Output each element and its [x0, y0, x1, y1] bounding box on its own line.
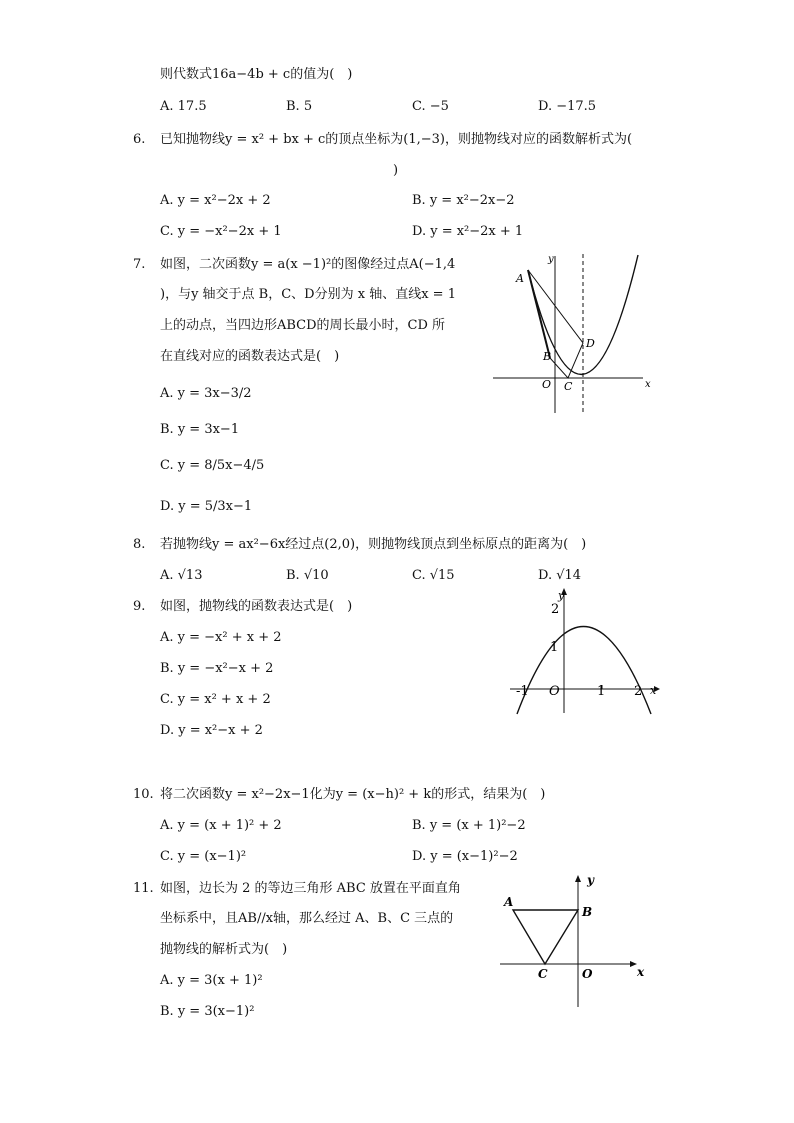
q11-option-a[interactable]: A. y = 3(x + 1)²: [160, 973, 263, 988]
q7-figure: [488, 250, 658, 418]
q6-option-b[interactable]: B. y = x²−2x−2: [412, 193, 515, 208]
q11-label-b: B: [582, 905, 593, 919]
q7-label-x: x: [645, 379, 651, 390]
q11-figure: [498, 870, 658, 1010]
q7-label-b: B: [543, 350, 552, 363]
q7-number: 7.: [133, 257, 146, 272]
q9-option-c[interactable]: C. y = x² + x + 2: [160, 692, 271, 707]
q11-label-x: x: [637, 965, 645, 979]
q8-number: 8.: [133, 537, 146, 552]
q7-label-o: O: [542, 378, 552, 391]
q7-line-2: )，与y 轴交于点 B，C、D分别为 x 轴、直线x = 1: [160, 287, 456, 302]
q11-triangle: [513, 910, 578, 964]
q7-label-y: y: [548, 254, 554, 265]
q11-y-arrow: [575, 875, 581, 882]
q6-option-d[interactable]: D. y = x²−2x + 1: [412, 224, 524, 239]
q9-number: 9.: [133, 599, 146, 614]
q5-option-d[interactable]: D. −17.5: [538, 99, 597, 114]
q8-option-c[interactable]: C. √15: [412, 568, 455, 583]
q7-option-d[interactable]: D. y = 5/3x−1: [160, 499, 253, 514]
q7-label-c: C: [564, 380, 573, 393]
q9-label-1y: 1: [550, 640, 559, 655]
q5-option-a[interactable]: A. 17.5: [160, 99, 207, 114]
q6-number: 6.: [133, 132, 146, 147]
q7-side-ab: [528, 270, 550, 358]
q11-option-b[interactable]: B. y = 3(x−1)²: [160, 1004, 255, 1019]
q11-label-a: A: [504, 895, 514, 909]
q6-option-c[interactable]: C. y = −x²−2x + 1: [160, 224, 282, 239]
q8-option-b[interactable]: B. √10: [286, 568, 329, 583]
q7-option-c[interactable]: C. y = 8/5x−4/5: [160, 458, 265, 473]
q7-option-b[interactable]: B. y = 3x−1: [160, 422, 240, 437]
q7-label-d: D: [586, 337, 595, 350]
q9-label-o: O: [549, 684, 560, 699]
q5-stem: 则代数式16a−4b + c的值为( ): [160, 67, 353, 82]
q11-line-3: 抛物线的解析式为( ): [160, 942, 288, 957]
q10-option-a[interactable]: A. y = (x + 1)² + 2: [160, 818, 282, 833]
q8-option-d[interactable]: D. √14: [538, 568, 582, 583]
q9-label-2x: 2: [634, 684, 643, 699]
q10-option-d[interactable]: D. y = (x−1)²−2: [412, 849, 518, 864]
q5-option-b[interactable]: B. 5: [286, 99, 313, 114]
q11-x-arrow: [630, 961, 637, 967]
q9-label-x: x: [650, 684, 657, 697]
q6-stem: 已知抛物线y = x² + bx + c的顶点坐标为(1,−3)，则抛物线对应的函数解析式为(: [160, 132, 633, 147]
q9-parabola: [517, 627, 651, 715]
q10-option-b[interactable]: B. y = (x + 1)²−2: [412, 818, 526, 833]
q9-figure: [508, 585, 663, 715]
q7-line-3: 上的动点，当四边形ABCD的周长最小时，CD 所: [160, 318, 446, 333]
q9-label-2y: 2: [551, 602, 560, 617]
q8-stem: 若抛物线y = ax²−6x经过点(2,0)，则抛物线顶点到坐标原点的距离为( ): [160, 537, 587, 552]
q11-line-2: 坐标系中，且AB//x轴，那么经过 A、B、C 三点的: [160, 911, 454, 926]
q11-line-1: 如图，边长为 2 的等边三角形 ABC 放置在平面直角: [160, 881, 461, 896]
q7-option-a[interactable]: A. y = 3x−3/2: [160, 386, 252, 401]
q9-option-d[interactable]: D. y = x²−x + 2: [160, 723, 263, 738]
q9-option-a[interactable]: A. y = −x² + x + 2: [160, 630, 282, 645]
q9-label-y: y: [558, 589, 565, 602]
q5-option-c[interactable]: C. −5: [412, 99, 449, 114]
q6-option-a[interactable]: A. y = x²−2x + 2: [160, 193, 271, 208]
q11-number: 11.: [133, 881, 154, 896]
q10-option-c[interactable]: C. y = (x−1)²: [160, 849, 247, 864]
q9-option-b[interactable]: B. y = −x²−x + 2: [160, 661, 274, 676]
q8-option-a[interactable]: A. √13: [160, 568, 203, 583]
q7-line-1: 如图，二次函数y = a(x −1)²的图像经过点A(−1,4: [160, 257, 456, 272]
q9-stem: 如图，抛物线的函数表达式是( ): [160, 599, 353, 614]
q9-label-1x: 1: [597, 684, 606, 699]
q7-label-a: A: [516, 272, 524, 285]
q7-line-4: 在直线对应的函数表达式是( ): [160, 349, 340, 364]
q10-number: 10.: [133, 787, 154, 802]
q11-label-y: y: [587, 873, 594, 887]
q10-stem: 将二次函数y = x²−2x−1化为y = (x−h)² + k的形式，结果为( ): [160, 787, 546, 802]
q9-label-neg1: -1: [516, 684, 529, 699]
q11-label-c: C: [538, 967, 548, 981]
q6-stem-close: ): [393, 163, 399, 178]
q11-label-o: O: [582, 967, 593, 981]
